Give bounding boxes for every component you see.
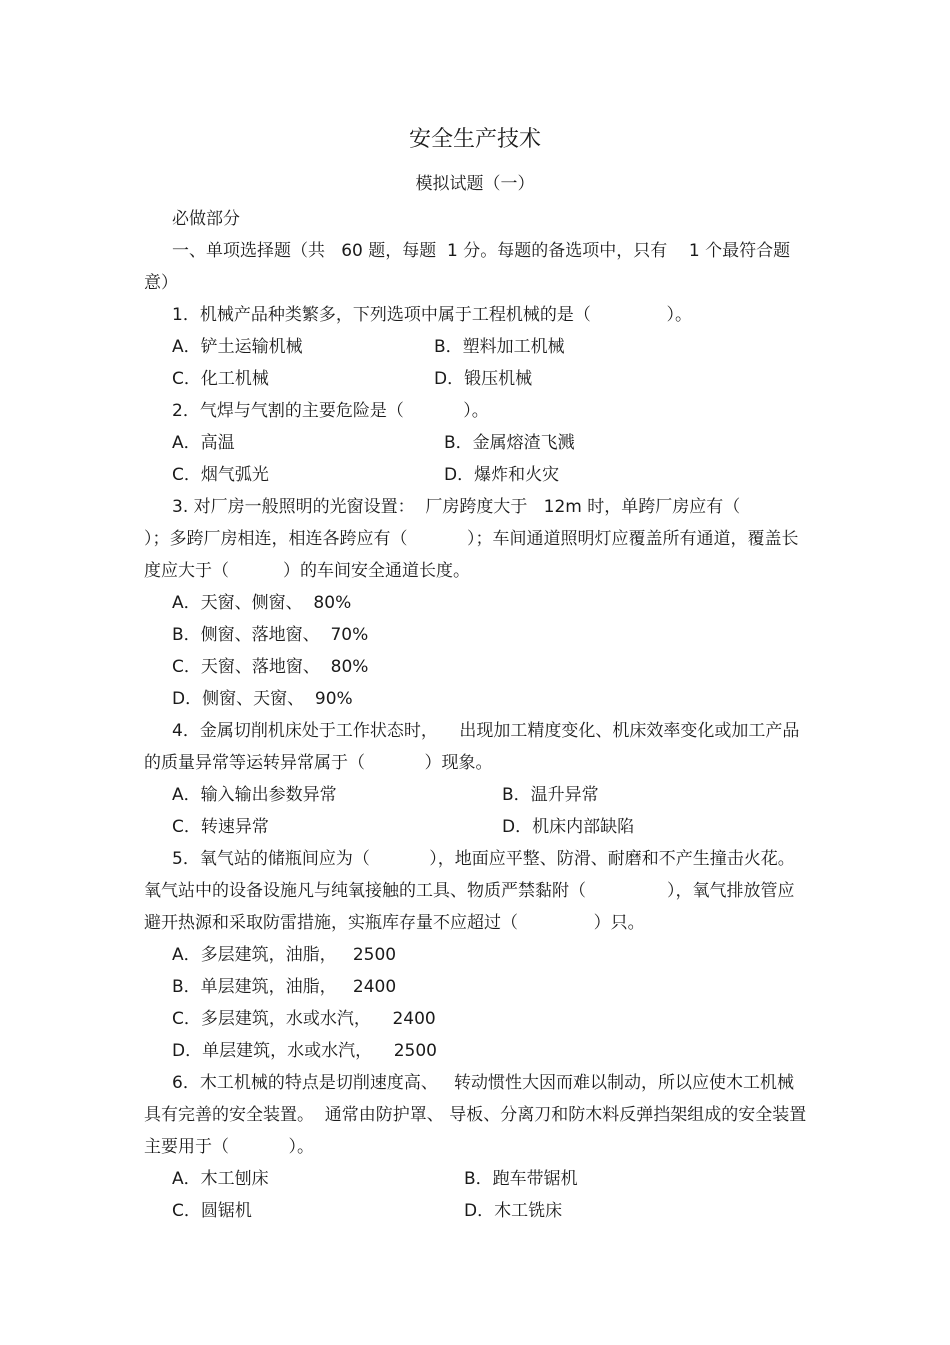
- option-b: B．侧窗、落地窗、 70%: [172, 625, 369, 645]
- option-c: C．转速异常: [172, 817, 269, 837]
- option-b: B．金属熔渣飞溅: [444, 433, 575, 453]
- option-row: [144, 779, 808, 811]
- option-b: B．塑料加工机械: [434, 337, 565, 357]
- option-c: C．烟气弧光: [172, 465, 269, 485]
- option-row: [144, 1163, 808, 1195]
- question-stem: 5．氧气站的储瓶间应为（ ），地面应平整、防滑、耐磨和不产生撞击火花。氧气站中的设备设施凡与纯氧接触的工具、物质严禁黏附（ ），氧气排放管应避开热源和采取防雷措施，实瓶库存量不应超过（ ）只。: [144, 849, 795, 933]
- question-stem: 2．气焊与气割的主要危险是（ ）。: [172, 401, 489, 421]
- option-a: A．输入输出参数异常: [172, 785, 337, 805]
- option-c: C．圆锯机: [172, 1201, 252, 1221]
- option-b: B．跑车带锯机: [464, 1169, 578, 1189]
- option-row: [144, 1195, 808, 1227]
- question-stem: 3. 对厂房一般照明的光窗设置： 厂房跨度大于 12m 时，单跨厂房应有（ ）；多跨厂房相连，相连各跨应有（ ）；车间通道照明灯应覆盖所有通道，覆盖长度应大于（ ）的车间安全通道长度。: [144, 497, 799, 581]
- option-d: D．侧窗、天窗、 90%: [172, 689, 353, 709]
- option-row: [144, 811, 808, 843]
- option-b: B．单层建筑，油脂， 2400: [172, 977, 397, 997]
- option-d: D．锻压机械: [434, 369, 533, 389]
- option-b: B．温升异常: [502, 785, 599, 805]
- option-d: D．单层建筑，水或水汽， 2500: [172, 1041, 437, 1061]
- option-c: C．天窗、落地窗、 80%: [172, 657, 369, 677]
- option-a: A．木工刨床: [172, 1169, 269, 1189]
- option-d: D．爆炸和火灾: [444, 465, 560, 485]
- question-stem: 4．金属切削机床处于工作状态时， 出现加工精度变化、机床效率变化或加工产品的质量异常等运转异常属于（ ）现象。: [144, 721, 800, 773]
- document-title: 安全生产技术: [408, 127, 541, 152]
- option-row: [144, 427, 808, 459]
- part-heading: 一、单项选择题（共 60 题，每题 1 分。每题的备选项中，只有 1 个最符合题意）: [144, 241, 791, 293]
- option-a: A．铲土运输机械: [172, 337, 303, 357]
- option-a: A．天窗、侧窗、 80%: [172, 593, 352, 613]
- question-stem: 1．机械产品种类繁多，下列选项中属于工程机械的是（ ）。: [172, 305, 692, 325]
- option-d: D．木工铣床: [464, 1201, 563, 1221]
- document-subtitle: 模拟试题（一）: [415, 174, 535, 194]
- option-row: [144, 459, 808, 491]
- question-stem: 6．木工机械的特点是切削速度高、 转动惯性大因而难以制动，所以应使木工机械具有完善的安全装置。 通常由防护罩、 导板、分离刀和防木料反弹挡架组成的安全装置主要用于（ ）。: [144, 1073, 807, 1157]
- option-row: [144, 331, 808, 363]
- option-a: A．多层建筑，油脂， 2500: [172, 945, 397, 965]
- option-row: [144, 363, 808, 395]
- option-a: A．高温: [172, 433, 235, 453]
- option-c: C．化工机械: [172, 369, 269, 389]
- option-c: C．多层建筑，水或水汽， 2400: [172, 1009, 436, 1029]
- section-label: 必做部分: [172, 209, 240, 229]
- option-d: D．机床内部缺陷: [502, 817, 635, 837]
- document-body: [144, 203, 808, 1227]
